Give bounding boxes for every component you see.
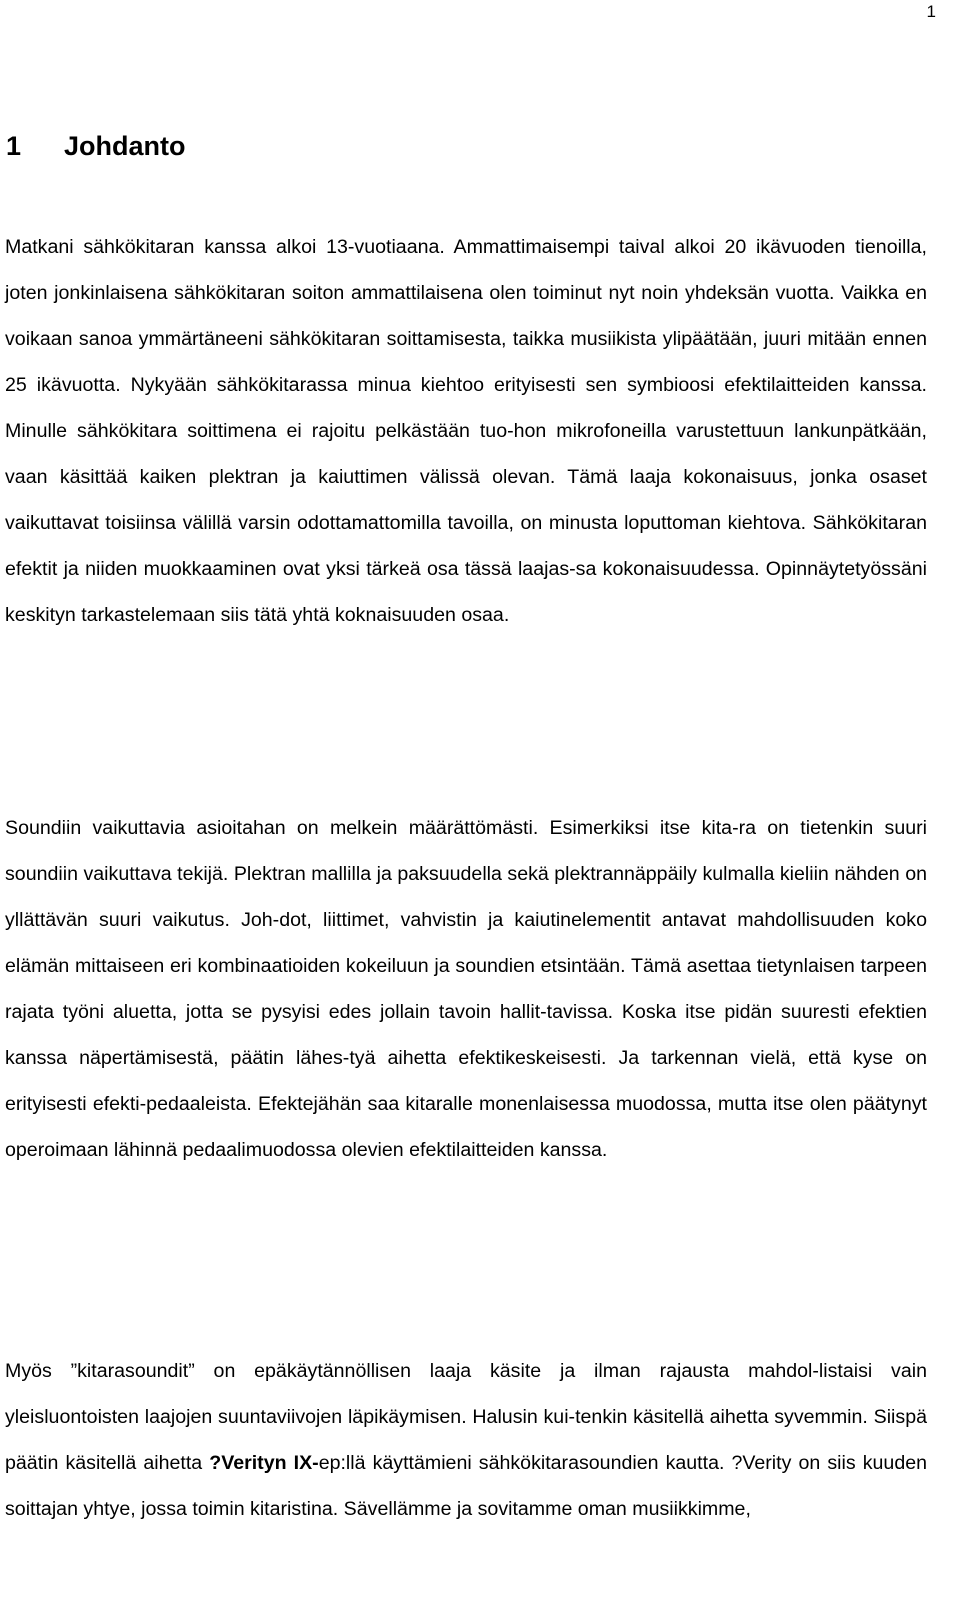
paragraph-scope: [5, 1348, 927, 1532]
paragraph-scope-text-start: Myös ”kitarasoundit” on epäkäytännöllisen laaja käsite ja ilman rajausta mahdol-listaisi vain yleisluontoisten laajojen suuntaviivojen läpikäymisen. Halusin kui-tenkin käsitellä aihetta syvemmin. Siispä päätin käsitellä aihetta: [5, 1360, 927, 1474]
paragraph-intro: Matkani sähkökitaran kanssa alkoi 13-vuotiaana. Ammattimaisempi taival alkoi 20 ikävuoden tienoilla, joten jonkinlaisena sähkökitaran soiton ammattilaisena olen toiminut nyt noin yhdeksän vuotta. Vaikka en voikaan sanoa ymmärtäneeni sähkökitaran soittamisesta, taikka musiikista ylipäätään, juuri mitään ennen 25 ikävuotta. Nykyään sähkökitarassa minua kiehtoo erityisesti sen symbioosi efektilaitteiden kanssa. Minulle sähkökitara soittimena ei rajoitu pelkästään tuo-hon mikrofoneilla varustettuun lankunpätkään, vaan käsittää kaiken plektran ja kaiuttimen välissä olevan. Tämä laaja kokonaisuus, jonka osaset vaikuttavat toisiinsa välillä varsin odottamattomilla tavoilla, on minusta loputtoman kiehtova. Sähkökitaran efektit ja niiden muokkaaminen ovat yksi tärkeä osa tässä laajas-sa kokonaisuudessa. Opinnäytetyössäni keskityn tarkastelemaan siis tätä yhtä koknaisuuden osaa.: [5, 236, 927, 626]
chapter-title: Johdanto: [64, 131, 186, 161]
chapter-number: 1: [6, 131, 22, 161]
band-name-bold: ?Verityn IX-: [209, 1452, 319, 1474]
chapter-heading: [6, 126, 186, 166]
paragraph-sound: Soundiin vaikuttavia asioitahan on melkein määrättömästi. Esimerkiksi itse kita-ra on tietenkin suuri soundiin vaikuttava tekijä. Plektran mallilla ja paksuudella sekä plektrannäppäily kulmalla kieliin nähden on yllättävän suuri vaikutus. Joh-dot, liittimet, vahvistin ja kaiutinelementit antavat mahdollisuuden koko elämän mittaiseen eri kombinaatioiden kokeiluun ja soundien etsintään. Tämä asettaa tietynlaisen tarpeen rajata työni aluetta, jotta se pysyisi edes jollain tavoin hallit-tavissa. Koska itse pidän suuresti efektien kanssa näpertämisestä, päätin lähes-tyä aihetta efektikeskeisesti. Ja tarkennan vielä, että kyse on erityisesti efekti-pedaaleista. Efektejähän saa kitaralle monenlaisessa muodossa, mutta itse olen päätynyt operoimaan lähinnä pedaalimuodossa olevien efektilaitteiden kanssa.: [5, 817, 927, 1161]
paragraph-scope-text-end: ep:llä käyttämieni sähkökitarasoundien kautta. ?Verity on siis kuuden soittajan yhtye, jossa toimin kitaristina. Sävellämme ja sovitamme oman musiikkimme,: [5, 1452, 928, 1520]
page-number: 1: [926, 2, 936, 21]
